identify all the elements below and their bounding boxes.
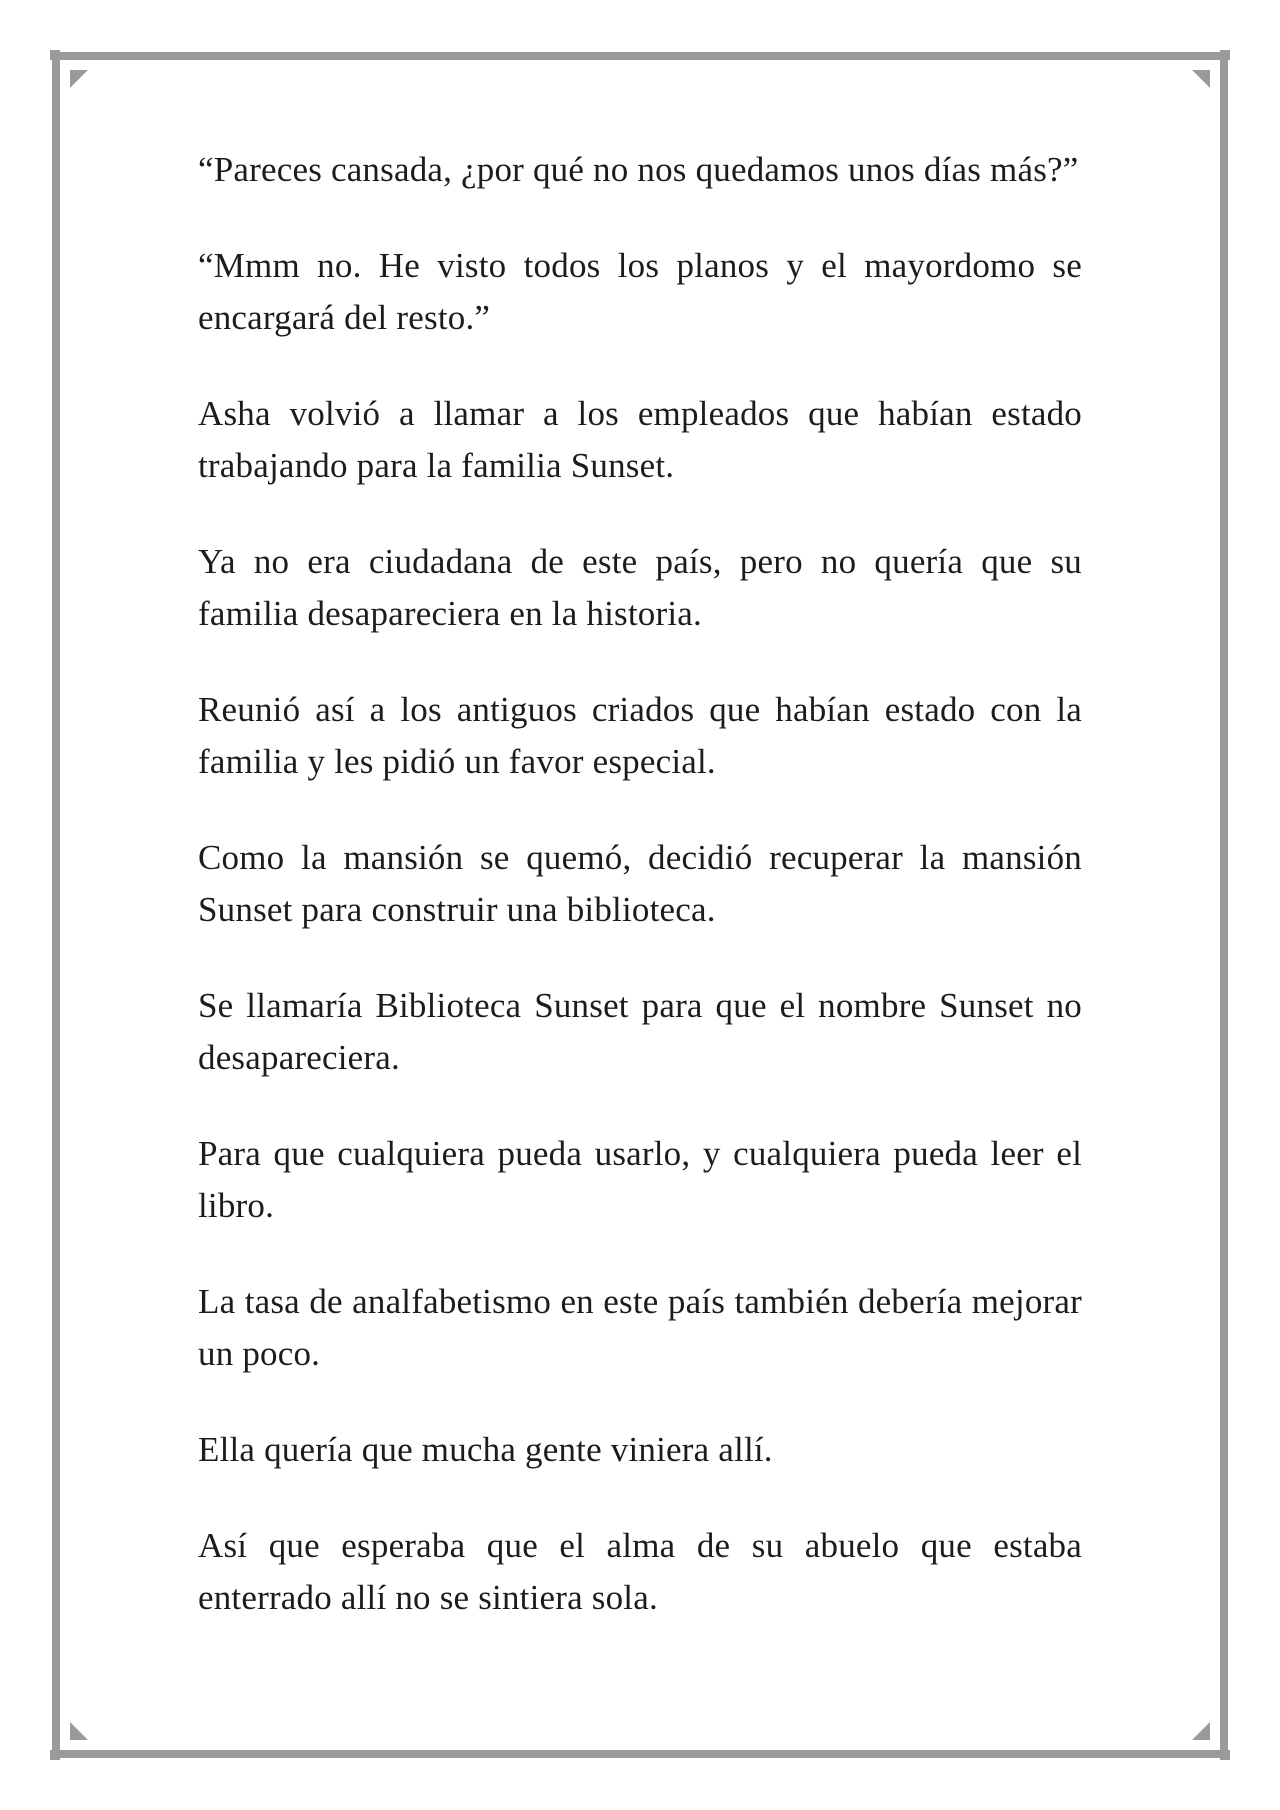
paragraph: “Pareces cansada, ¿por qué no nos quedamos unos días más?” <box>198 150 1079 189</box>
page-content <box>198 144 1082 1668</box>
frame-top-border <box>60 52 1220 60</box>
paragraph: Para que cualquiera pueda usarlo, y cualquiera pueda leer el libro. <box>198 1134 1082 1225</box>
corner-ornament-icon <box>1220 50 1230 60</box>
corner-ornament-icon <box>50 1750 60 1760</box>
corner-triangle-icon <box>1192 70 1210 88</box>
corner-ornament-icon <box>1220 1750 1230 1760</box>
paragraph: Ella quería que mucha gente viniera allí. <box>198 1430 773 1469</box>
frame-left-border <box>52 60 60 1750</box>
paragraph: Ya no era ciudadana de este país, pero no quería que su familia desapareciera en la historia. <box>198 542 1082 633</box>
paragraph: Reunió así a los antiguos criados que habían estado con la familia y les pidió un favor especial. <box>198 690 1082 781</box>
corner-triangle-icon <box>70 1722 88 1740</box>
paragraph: Como la mansión se quemó, decidió recuperar la mansión Sunset para construir una biblioteca. <box>198 838 1082 929</box>
paragraph: Asha volvió a llamar a los empleados que habían estado trabajando para la familia Sunset. <box>198 394 1082 485</box>
corner-triangle-icon <box>70 70 88 88</box>
paragraph: Así que esperaba que el alma de su abuelo que estaba enterrado allí no se sintiera sola. <box>198 1526 1082 1617</box>
paragraph: “Mmm no. He visto todos los planos y el mayordomo se encargará del resto.” <box>198 246 1082 337</box>
frame-right-border <box>1220 60 1228 1750</box>
paragraph: La tasa de analfabetismo en este país también debería mejorar un poco. <box>198 1282 1082 1373</box>
corner-triangle-icon <box>1192 1722 1210 1740</box>
frame-bottom-border <box>60 1750 1220 1758</box>
corner-ornament-icon <box>50 50 60 60</box>
paragraph: Se llamaría Biblioteca Sunset para que el nombre Sunset no desapareciera. <box>198 986 1082 1077</box>
